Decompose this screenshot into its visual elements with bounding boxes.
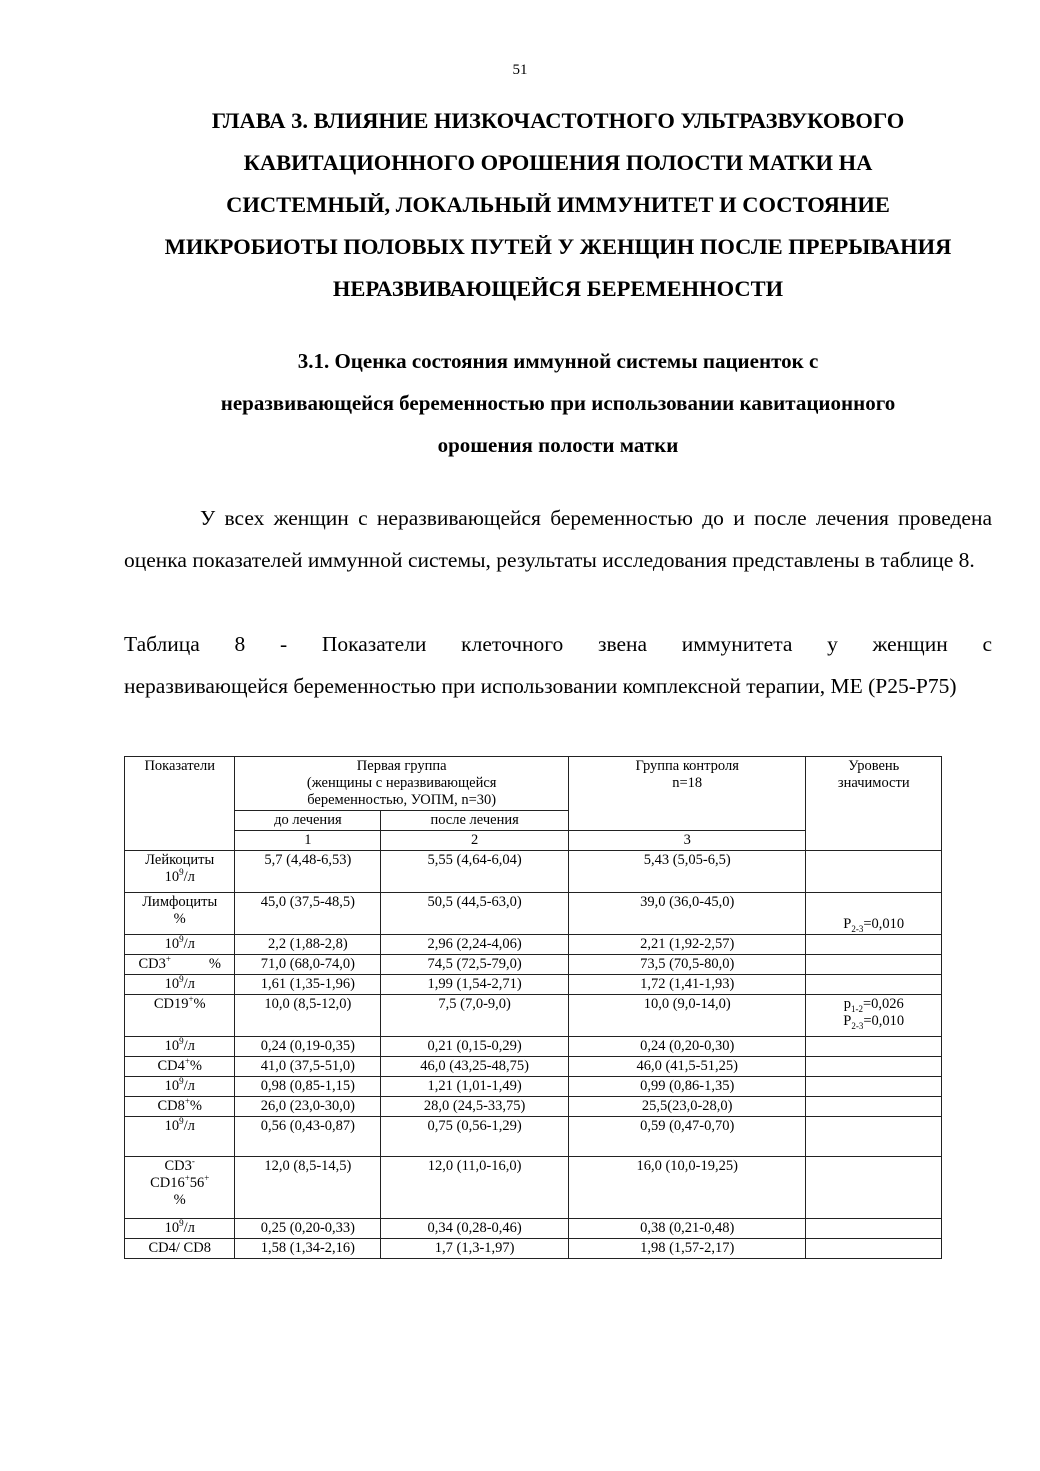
header-group1-line: Первая группа xyxy=(356,758,447,774)
table-row xyxy=(125,1037,942,1057)
header-col-number: 2 xyxy=(381,831,569,851)
cell-significance xyxy=(806,935,942,955)
cell-significance xyxy=(806,1239,942,1259)
cell-after: 0,34 (0,28-0,46) xyxy=(381,1219,569,1239)
section-heading-line: неразвивающейся беременностью при использовании кавитационного xyxy=(220,391,896,415)
table-row xyxy=(125,995,942,1037)
cell-significance: $p_{1-2}=0,026$ $P_{2-3}=0,010$ xyxy=(806,995,942,1037)
cell-control: 25,5(23,0-28,0) xyxy=(568,1097,806,1117)
cell-before: 41,0 (37,5-51,0) xyxy=(235,1057,381,1077)
cell-before: 1,58 (1,34-2,16) xyxy=(235,1239,381,1259)
cell-significance xyxy=(806,1057,942,1077)
cell-before: 1,61 (1,35-1,96) xyxy=(235,975,381,995)
cell-before: 0,98 (0,85-1,15) xyxy=(235,1077,381,1097)
cell-significance: $P_{2-3}=0,010$ xyxy=(806,893,942,935)
table-row xyxy=(125,955,942,975)
immunity-table xyxy=(124,756,942,1259)
cell-control: 2,21 (1,92-2,57) xyxy=(568,935,806,955)
header-col-number: 3 xyxy=(568,831,806,851)
cell-after: 5,55 (4,64-6,04) xyxy=(381,851,569,893)
cell-control: 73,5 (70,5-80,0) xyxy=(568,955,806,975)
cell-significance xyxy=(806,1037,942,1057)
cell-significance xyxy=(806,1097,942,1117)
chapter-heading xyxy=(118,100,998,310)
table-row xyxy=(125,935,942,955)
cell-significance xyxy=(806,1219,942,1239)
header-group1-line: беременностью, УОПМ, n=30) xyxy=(307,792,497,808)
chapter-heading-line: НЕРАЗВИВАЮЩЕЙСЯ БЕРЕМЕННОСТИ xyxy=(332,276,784,301)
table-caption-text: неразвивающейся беременностью при использовании комплексной терапии, МЕ (P25-P75) xyxy=(124,673,957,698)
table-row xyxy=(125,1097,942,1117)
header-after: после лечения xyxy=(381,811,569,831)
cell-after: 46,0 (43,25-48,75) xyxy=(381,1057,569,1077)
cell-before: 10,0 (8,5-12,0) xyxy=(235,995,381,1037)
row-label: $10^9/л$ xyxy=(125,1219,235,1239)
header-group1-line: (женщины с неразвивающейся xyxy=(306,775,497,791)
row-label: CD8+% xyxy=(125,1097,235,1117)
header-indicators: Показатели xyxy=(125,757,235,851)
cell-significance xyxy=(806,1117,942,1157)
cell-after: 74,5 (72,5-79,0) xyxy=(381,955,569,975)
cell-control: 0,59 (0,47-0,70) xyxy=(568,1117,806,1157)
row-label: CD4/ CD8 xyxy=(125,1239,235,1259)
table-row xyxy=(125,851,942,893)
section-heading-line: орошения полости матки xyxy=(437,433,679,457)
page-number: 51 xyxy=(512,62,528,78)
cell-control: 5,43 (5,05-6,5) xyxy=(568,851,806,893)
cell-after: 1,21 (1,01-1,49) xyxy=(381,1077,569,1097)
row-label: CD3+ % xyxy=(125,955,235,975)
cell-control: 1,72 (1,41-1,93) xyxy=(568,975,806,995)
cell-before: 0,24 (0,19-0,35) xyxy=(235,1037,381,1057)
cell-before: 26,0 (23,0-30,0) xyxy=(235,1097,381,1117)
table-caption-line: Таблица 8 - Показатели клеточного звена иммунитета у женщин с xyxy=(124,632,992,656)
row-label: CD4+% xyxy=(125,1057,235,1077)
row-label: Лимфоциты % xyxy=(125,893,235,935)
row-label: $10^9/л$ xyxy=(125,1117,235,1157)
table-row xyxy=(125,893,942,935)
table-row xyxy=(125,975,942,995)
table-row xyxy=(125,1077,942,1097)
header-significance: Уровень значимости xyxy=(806,757,942,851)
header-control: Группа контроля n=18 xyxy=(568,757,806,831)
cell-after: 50,5 (44,5-63,0) xyxy=(381,893,569,935)
chapter-heading-line: КАВИТАЦИОННОГО ОРОШЕНИЯ ПОЛОСТИ МАТКИ НА xyxy=(243,150,873,175)
table-row xyxy=(125,1157,942,1219)
row-label: $10^9/л$ xyxy=(125,935,235,955)
row-label: Лейкоциты $10^9/л$ xyxy=(125,851,235,893)
cell-control: 1,98 (1,57-2,17) xyxy=(568,1239,806,1259)
row-label: $10^9/л$ xyxy=(125,975,235,995)
row-label: CD19+% xyxy=(125,995,235,1037)
cell-before: 71,0 (68,0-74,0) xyxy=(235,955,381,975)
cell-control: 0,99 (0,86-1,35) xyxy=(568,1077,806,1097)
cell-before: 12,0 (8,5-14,5) xyxy=(235,1157,381,1219)
chapter-heading-line: ГЛАВА 3. ВЛИЯНИЕ НИЗКОЧАСТОТНОГО УЛЬТРАЗВУКОВОГО xyxy=(211,108,905,133)
cell-control: 0,24 (0,20-0,30) xyxy=(568,1037,806,1057)
cell-control: 16,0 (10,0-19,25) xyxy=(568,1157,806,1219)
cell-significance xyxy=(806,955,942,975)
cell-after: 1,7 (1,3-1,97) xyxy=(381,1239,569,1259)
cell-significance xyxy=(806,975,942,995)
table-row xyxy=(125,1117,942,1157)
cell-before: 5,7 (4,48-6,53) xyxy=(235,851,381,893)
cell-before: 2,2 (1,88-2,8) xyxy=(235,935,381,955)
table-row xyxy=(125,1239,942,1259)
cell-after: 0,75 (0,56-1,29) xyxy=(381,1117,569,1157)
row-label: $10^9/л$ xyxy=(125,1077,235,1097)
body-paragraph-text: У всех женщин с неразвивающейся беременностью до и после лечения проведена оценка показателей иммунной системы, результаты исследования представлены в таблице 8. xyxy=(124,506,992,572)
cell-before: 0,25 (0,20-0,33) xyxy=(235,1219,381,1239)
body-paragraph xyxy=(124,498,992,581)
cell-control: 10,0 (9,0-14,0) xyxy=(568,995,806,1037)
cell-after: 7,5 (7,0-9,0) xyxy=(381,995,569,1037)
cell-before: 0,56 (0,43-0,87) xyxy=(235,1117,381,1157)
cell-control: 0,38 (0,21-0,48) xyxy=(568,1219,806,1239)
table-caption xyxy=(124,624,992,707)
header-col-number: 1 xyxy=(235,831,381,851)
cell-after: 12,0 (11,0-16,0) xyxy=(381,1157,569,1219)
row-label: $10^9/л$ xyxy=(125,1037,235,1057)
cell-control: 46,0 (41,5-51,25) xyxy=(568,1057,806,1077)
cell-control: 39,0 (36,0-45,0) xyxy=(568,893,806,935)
table-header-row xyxy=(125,757,942,811)
chapter-heading-line: СИСТЕМНЫЙ, ЛОКАЛЬНЫЙ ИММУНИТЕТ И СОСТОЯНИЕ xyxy=(226,192,890,217)
cell-after: 1,99 (1,54-2,71) xyxy=(381,975,569,995)
cell-after: 0,21 (0,15-0,29) xyxy=(381,1037,569,1057)
header-group1 xyxy=(235,757,568,811)
cell-significance xyxy=(806,1157,942,1219)
section-heading-line: 3.1. Оценка состояния иммунной системы пациенток с xyxy=(297,349,819,373)
cell-significance xyxy=(806,1077,942,1097)
cell-significance xyxy=(806,851,942,893)
cell-before: 45,0 (37,5-48,5) xyxy=(235,893,381,935)
table-row xyxy=(125,1057,942,1077)
cell-after: 2,96 (2,24-4,06) xyxy=(381,935,569,955)
table-row xyxy=(125,1219,942,1239)
header-before: до лечения xyxy=(235,811,381,831)
chapter-heading-line: МИКРОБИОТЫ ПОЛОВЫХ ПУТЕЙ У ЖЕНЩИН ПОСЛЕ ПРЕРЫВАНИЯ xyxy=(164,234,952,259)
row-label: CD3- CD16+56+ % xyxy=(125,1157,235,1219)
cell-after: 28,0 (24,5-33,75) xyxy=(381,1097,569,1117)
section-heading xyxy=(118,340,998,466)
